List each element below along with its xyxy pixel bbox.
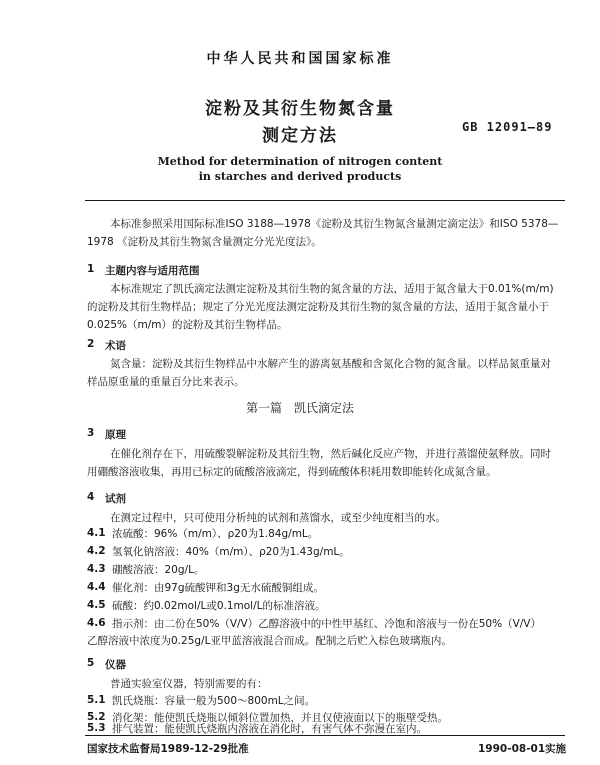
section5-heading: 仪器	[105, 659, 126, 671]
apparatus-item: 凯氏烧瓶：容量一般为500～800mL之间。	[112, 695, 316, 707]
section3-line1: 在催化剂存在下，用硫酸裂解淀粉及其衍生物，然后碱化反应产物，并进行蒸馏使氨释放。同时	[110, 448, 551, 460]
reagent-item: 硫酸：约0.02mol/L或0.1mol/L的标准溶液。	[112, 600, 326, 612]
apparatus-item: 消化架：能使凯氏烧瓶以倾斜位置加热，并且仅使液面以下的瓶壁受热。	[112, 712, 448, 724]
section3-number: 3	[87, 427, 95, 439]
section1-line1: 本标准规定了凯氏滴定法测定淀粉及其衍生物的氮含量的方法，适用于氮含量大于0.01%(m/m)	[110, 283, 554, 295]
section3-line2: 用硼酸溶液收集，再用已标定的硫酸溶液滴定，得到硫酸体积耗用数即能转化成氮含量。	[87, 466, 497, 478]
section4-number: 4	[87, 491, 95, 503]
intro-line2: 1978 《淀粉及其衍生物氮含量测定分光光度法》。	[87, 236, 322, 248]
approval-date: 国家技术监督局1989-12-29批准	[87, 743, 249, 755]
reagent-item: 浓硫酸：96%（m/m）、ρ20为1.84g/mL。	[112, 528, 319, 540]
section3-heading: 原理	[105, 429, 126, 441]
reagent-item: 催化剂：由97g硫酸钾和3g无水硫酸铜组成。	[112, 582, 324, 594]
section4-intro: 在测定过程中，只可使用分析纯的试剂和蒸馏水，或至少纯度相当的水。	[110, 512, 446, 524]
section4-heading: 试剂	[105, 493, 126, 505]
part-title: 第一篇 凯氏滴定法	[245, 401, 354, 415]
document-title-line1: 淀粉及其衍生物氮含量	[205, 99, 395, 119]
section2-line1: 氮含量：淀粉及其衍生物样品中水解产生的游离氨基酸和含氮化合物的氮含量。以样品氮重量对	[110, 358, 551, 370]
apparatus-item: 排气装置：能使凯氏烧瓶内溶液在消化时，有害气体不弥漫在室内。	[112, 723, 427, 735]
reagent-item: 硼酸溶液：20g/L。	[112, 564, 205, 576]
item-number: 5.2	[87, 711, 106, 723]
section1-line3: 0.025%（m/m）的淀粉及其衍生物样品。	[87, 319, 288, 331]
intro-line1: 本标准参照采用国际标准ISO 3188—1978《淀粉及其衍生物氮含量测定滴定法》和ISO 5378—	[110, 218, 559, 230]
section2-number: 2	[87, 338, 95, 350]
section1-heading: 主题内容与适用范围	[105, 265, 200, 277]
national-standard-label: 中华人民共和国国家标准	[206, 51, 394, 67]
section1-number: 1	[87, 263, 95, 275]
section2-heading: 术语	[105, 340, 126, 352]
item-number: 5.1	[87, 694, 106, 706]
item-number: 4.3	[87, 563, 106, 575]
reagent-item-continued: 乙醇溶液中浓度为0.25g/L亚甲蓝溶液混合而成。配制之后贮入棕色玻璃瓶内。	[87, 635, 452, 647]
section5-number: 5	[87, 657, 95, 669]
footer-divider	[85, 735, 565, 736]
item-number: 4.1	[87, 527, 106, 539]
item-number: 4.2	[87, 545, 106, 557]
item-number: 5.3	[87, 722, 106, 734]
item-number: 4.5	[87, 599, 106, 611]
section1-line2: 的淀粉及其衍生物样品；规定了分光光度法测定淀粉及其衍生物的氮含量的方法，适用于氮含量小于	[87, 301, 549, 313]
header-divider	[85, 200, 565, 201]
english-title-line2: in starches and derived products	[198, 170, 402, 183]
section2-line2: 样品原重量的重量百分比来表示。	[87, 376, 245, 388]
item-number: 4.6	[87, 617, 106, 629]
section5-intro: 普通实验室仪器，特别需要的有：	[110, 678, 268, 690]
english-title-line1: Method for determination of nitrogen content	[157, 155, 443, 168]
reagent-item: 氢氧化钠溶液：40%（m/m）、ρ20为1.43g/mL。	[112, 546, 350, 558]
item-number: 4.4	[87, 581, 106, 593]
reagent-item: 指示剂：由二份在50%（V/V）乙醇溶液中的中性甲基红、冷饱和溶液与一份在50%（V/V）	[112, 618, 541, 630]
document-title-line2: 测定方法	[262, 126, 338, 146]
implementation-date: 1990-08-01实施	[478, 743, 567, 755]
standard-code: GB 12091—89	[462, 120, 553, 134]
